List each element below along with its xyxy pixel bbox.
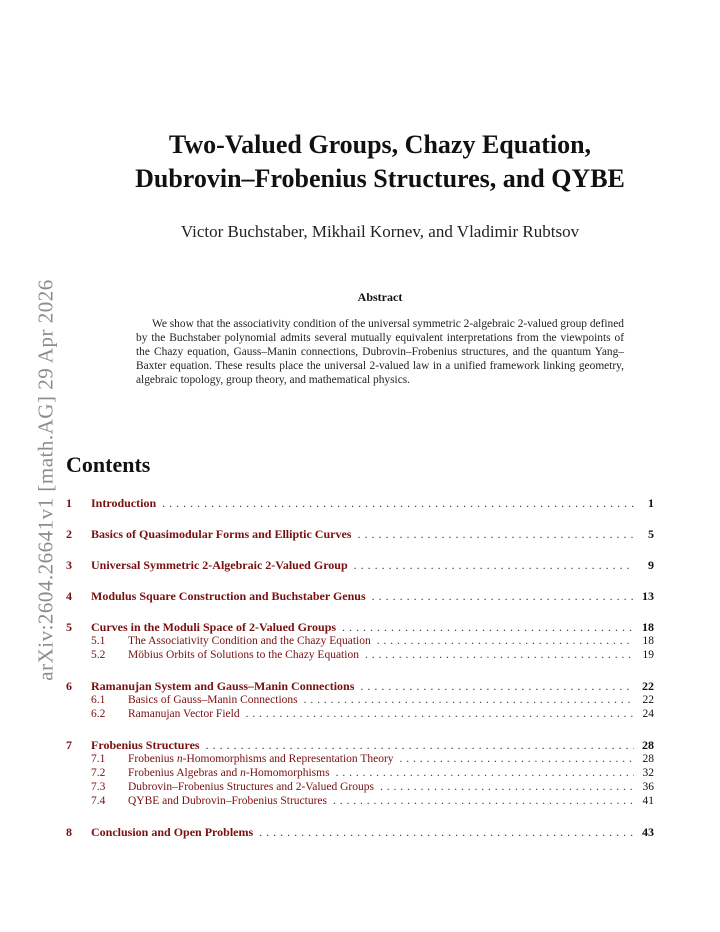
toc-dot-leader — [206, 738, 634, 752]
toc-subentry-title[interactable]: Frobenius n-Homomorphisms and Representation Theory — [128, 753, 394, 765]
abstract-text: We show that the associativity condition of the universal symmetric 2-algebraic 2-valued group defined by the Buchstaber polynomial admits several mutually equivalent interpretations from the viewpoints of the Chazy equation, Gauss–Manin connections, Dubrovin–Frobenius structures, and the quantum Yang–Baxter equation. These results place the universal 2-valued law in a unified framework linking geometry, algebraic topology, group theory, and mathematical physics. — [136, 318, 624, 386]
toc-dot-leader — [259, 825, 634, 839]
paper-title — [80, 128, 680, 196]
toc-dot-leader — [380, 780, 634, 794]
toc-dot-leader — [400, 752, 634, 766]
toc-dot-leader — [354, 558, 634, 572]
toc-subentry[interactable] — [66, 766, 654, 780]
contents-heading: Contents — [66, 452, 151, 477]
toc-entry[interactable] — [66, 620, 654, 634]
toc-entry-number: 4 — [66, 589, 72, 603]
toc-dot-leader — [372, 589, 634, 603]
toc-subentry-page[interactable]: 28 — [642, 753, 654, 765]
toc-dot-leader — [336, 766, 634, 780]
toc-subentry-title[interactable]: The Associativity Condition and the Chazy Equation — [128, 635, 371, 647]
toc-dot-leader — [333, 794, 634, 808]
toc-subentry-page[interactable]: 18 — [642, 635, 654, 647]
toc-section-3 — [66, 558, 654, 572]
toc-subentry-number: 5.2 — [91, 649, 106, 661]
toc-entry-title[interactable]: Ramanujan System and Gauss–Manin Connections — [91, 679, 355, 693]
toc-subentry-title[interactable]: QYBE and Dubrovin–Frobenius Structures — [128, 795, 327, 807]
toc-entry-page[interactable]: 43 — [642, 825, 654, 839]
toc-section-1 — [66, 496, 654, 510]
toc-dot-leader — [377, 634, 634, 648]
toc-subentry-number: 7.3 — [91, 781, 106, 793]
toc-entry-number: 1 — [66, 496, 72, 510]
table-of-contents — [66, 496, 654, 856]
toc-entry-title[interactable]: Curves in the Moduli Space of 2-Valued Groups — [91, 620, 337, 634]
toc-subentry[interactable] — [66, 780, 654, 794]
toc-entry-title[interactable]: Universal Symmetric 2-Algebraic 2-Valued Group — [91, 558, 348, 572]
toc-entry[interactable] — [66, 679, 654, 693]
toc-subentry-number: 7.1 — [91, 753, 106, 765]
toc-entry-page[interactable]: 13 — [642, 589, 654, 603]
toc-subentry-number: 6.2 — [91, 708, 106, 720]
toc-entry-page[interactable]: 1 — [648, 496, 654, 510]
toc-entry-title[interactable]: Frobenius Structures — [91, 738, 200, 752]
abstract-heading: Abstract — [357, 290, 403, 304]
toc-section-8 — [66, 825, 654, 839]
toc-dot-leader — [304, 693, 634, 707]
toc-entry[interactable] — [66, 496, 654, 510]
toc-entry-title[interactable]: Introduction — [91, 496, 157, 510]
toc-entry-title[interactable]: Conclusion and Open Problems — [91, 825, 254, 839]
toc-entry-page[interactable]: 5 — [648, 527, 654, 541]
toc-subentry[interactable] — [66, 634, 654, 648]
toc-section-6 — [66, 679, 654, 721]
toc-subentry-title[interactable]: Ramanujan Vector Field — [128, 708, 240, 720]
title-line-2: Dubrovin–Frobenius Structures, and QYBE — [135, 164, 625, 193]
toc-subentry-page[interactable]: 19 — [642, 649, 654, 661]
toc-subentry-page[interactable]: 36 — [642, 781, 654, 793]
toc-subentry[interactable] — [66, 648, 654, 662]
toc-subentry-title[interactable]: Dubrovin–Frobenius Structures and 2-Valued Groups — [128, 781, 374, 793]
toc-dot-leader — [365, 648, 634, 662]
toc-dot-leader — [342, 620, 634, 634]
toc-entry-number: 2 — [66, 527, 72, 541]
toc-subentry-page[interactable]: 24 — [642, 708, 654, 720]
toc-entry-number: 8 — [66, 825, 72, 839]
toc-subentry-number: 7.2 — [91, 767, 106, 779]
toc-section-4 — [66, 589, 654, 603]
toc-subentry[interactable] — [66, 794, 654, 808]
toc-section-2 — [66, 527, 654, 541]
toc-dot-leader — [246, 707, 634, 721]
toc-entry-number: 7 — [66, 738, 72, 752]
toc-subentry-page[interactable]: 22 — [642, 694, 654, 706]
toc-entry[interactable] — [66, 589, 654, 603]
toc-subentry-number: 6.1 — [91, 694, 106, 706]
toc-entry-page[interactable]: 18 — [642, 620, 654, 634]
arxiv-identifier: arXiv:2604.26641v1 [math.AG] 29 Apr 2026 — [33, 279, 58, 681]
toc-entry-title[interactable]: Modulus Square Construction and Buchstaber Genus — [91, 589, 366, 603]
toc-entry-number: 3 — [66, 558, 72, 572]
toc-subentry-title[interactable]: Möbius Orbits of Solutions to the Chazy Equation — [128, 649, 359, 661]
toc-subentry-page[interactable]: 41 — [642, 795, 654, 807]
toc-subentry[interactable] — [66, 752, 654, 766]
toc-section-5 — [66, 620, 654, 662]
toc-dot-leader — [360, 679, 634, 693]
toc-subentry-number: 7.4 — [91, 795, 106, 807]
title-line-1: Two-Valued Groups, Chazy Equation, — [168, 130, 592, 159]
toc-subentry[interactable] — [66, 693, 654, 707]
toc-entry[interactable] — [66, 738, 654, 752]
toc-entry[interactable] — [66, 825, 654, 839]
toc-entry[interactable] — [66, 558, 654, 572]
toc-entry[interactable] — [66, 527, 654, 541]
toc-dot-leader — [357, 527, 634, 541]
toc-section-7 — [66, 738, 654, 808]
toc-entry-number: 5 — [66, 620, 72, 634]
toc-subentry[interactable] — [66, 707, 654, 721]
toc-entry-page[interactable]: 22 — [642, 679, 654, 693]
toc-subentry-number: 5.1 — [91, 635, 106, 647]
toc-subentry-page[interactable]: 32 — [642, 767, 654, 779]
toc-entry-title[interactable]: Basics of Quasimodular Forms and Elliptic Curves — [91, 527, 352, 541]
toc-dot-leader — [162, 496, 634, 510]
toc-entry-number: 6 — [66, 679, 72, 693]
toc-entry-page[interactable]: 9 — [648, 558, 654, 572]
toc-entry-page[interactable]: 28 — [642, 738, 654, 752]
authors: Victor Buchstaber, Mikhail Kornev, and Vladimir Rubtsov — [180, 222, 580, 241]
toc-subentry-title[interactable]: Basics of Gauss–Manin Connections — [128, 694, 298, 706]
toc-subentry-title[interactable]: Frobenius Algebras and n-Homomorphisms — [128, 767, 330, 779]
